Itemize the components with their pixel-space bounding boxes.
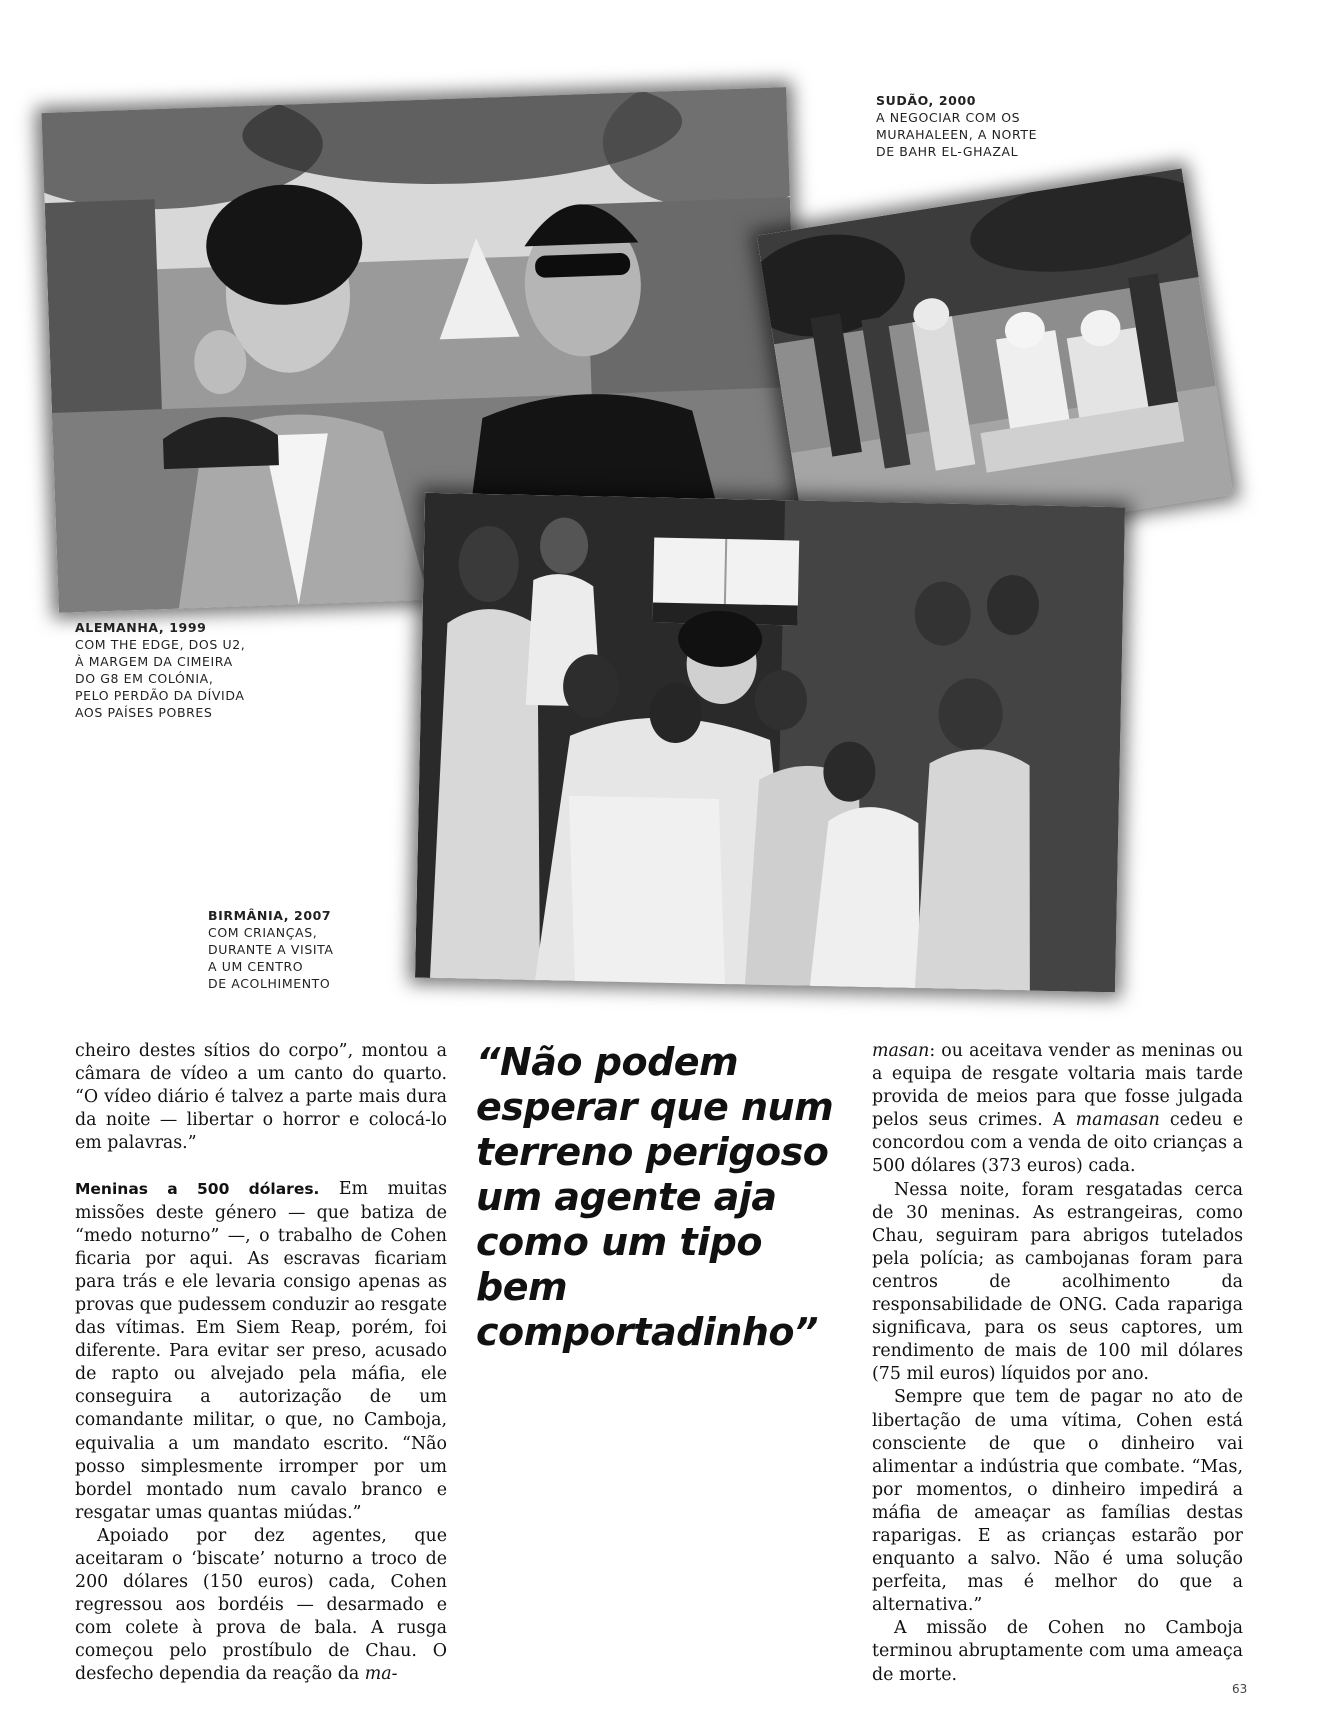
photo-burma-2007 [415,493,1125,993]
paragraph-text: Nessa noite, foram resgatadas cerca de 30 meninas. As estrangeiras, como Chau, seguiram para abrigos tutelados pela polícia; as cambojanas foram para centros de acolhimento da responsabilidade de ONG. Cada rapariga significava, para os seus captores, um rendimento de mais de 100 mil dólares (75 mil euros) líquidos por ano. [872,1179,1243,1385]
caption-germany-line: COM THE EDGE, DOS U2, [75,637,246,652]
article-paragraph [872,1179,1243,1387]
article-paragraph [872,1617,1243,1686]
caption-burma-line: DURANTE A VISITA [208,942,334,957]
page-number: 63 [1232,1682,1248,1696]
caption-germany [75,619,245,721]
caption-sudan-line: A NEGOCIAR COM OS [876,110,1021,125]
article-paragraph [75,1525,447,1687]
paragraph-text: Sempre que tem de pagar no ato de libertação de uma vítima, Cohen está consciente de que o dinheiro vai alimentar a indústria que combate. “Mas, por momentos, o dinheiro impedirá a máfia de ameaçar as famílias destas raparigas. E as crianças estarão por enquanto a salvo. Não é uma solução perfeita, mas é melhor do que a alternativa.” [872,1387,1243,1616]
caption-burma-title: BIRMÂNIA, 2007 [208,908,332,923]
caption-burma-line: A UM CENTRO [208,959,304,974]
article-paragraph [872,1386,1243,1617]
pull-quote: “Não podem esperar que num terreno perigoso um agente aja como um tipo bem comportadinho” [476,1040,834,1354]
article-paragraph [75,1040,447,1155]
caption-germany-line: PELO PERDÃO DA DÍVIDA [75,688,245,703]
article-column-left [75,1040,447,1687]
caption-burma-line: DE ACOLHIMENTO [208,976,331,991]
caption-burma-line: COM CRIANÇAS, [208,925,318,940]
caption-germany-line: À MARGEM DA CIMEIRA [75,654,233,669]
caption-sudan-line: DE BAHR EL-GHAZAL [876,144,1019,159]
caption-germany-title: ALEMANHA, 1999 [75,620,207,635]
section-lead: Meninas a 500 dólares. [75,1180,320,1199]
paragraph-italic: mamasan [1075,1110,1160,1131]
article-paragraph [872,1040,1243,1179]
paragraph-text: A missão de Cohen no Camboja terminou abruptamente com uma ameaça de morte. [872,1618,1243,1685]
paragraph-italic: ma- [364,1664,398,1685]
caption-sudan-title: SUDÃO, 2000 [876,93,977,108]
paragraph-text: cedeu e concordou com a venda de oito crianças a 500 dólares (373 euros) cada. [872,1110,1243,1177]
paragraph-text: Apoiado por dez agentes, que aceitaram o ‘biscate’ noturno a troco de 200 dólares (150 euros) cada, Cohen regressou aos bordéis — desarmado e com colete à prova de bala. A rusga começou pelo prostíbulo de Chau. O desfecho dependia da reação da [75,1525,447,1685]
article-column-right [872,1040,1243,1687]
paragraph-italic: masan [872,1041,930,1061]
caption-sudan-line: MURAHALEEN, A NORTE [876,127,1038,142]
caption-germany-line: DO G8 EM COLÓNIA, [75,671,214,686]
caption-germany-line: AOS PAÍSES POBRES [75,705,213,720]
photo-burma-image [415,493,1125,993]
paragraph-text: cheiro destes sítios do corpo”, montou a câmara de vídeo a um canto do quarto. “O vídeo diário é talvez a parte mais dura da noite — libertar o horror e colocá-lo em palavras.” [75,1041,447,1154]
paragraph-text: : ou aceitava vender as meninas ou a equipa de resgate voltaria mais tarde provida de meios para que fosse julgada pelos seus crimes. A [872,1041,1243,1131]
caption-sudan [876,92,1037,160]
article-paragraph [75,1178,447,1524]
caption-burma [208,907,334,992]
paragraph-text: Em muitas missões deste género — que batiza de “medo noturno” —, o trabalho de Cohen ficaria por aqui. As escravas ficariam para trás e ele levaria consigo apenas as provas que pudessem conduzir ao resgate das vítimas. Em Siem Reap, porém, foi diferente. Para evitar ser preso, acusado de rapto ou alvejado pela máfia, ele conseguira a autorização de um comandante militar, o que, no Camboja, equivalia a um mandato escrito. “Não posso simplesmente irromper por um bordel montado num cavalo branco e resgatar umas quantas miúdas.” [75,1179,447,1523]
